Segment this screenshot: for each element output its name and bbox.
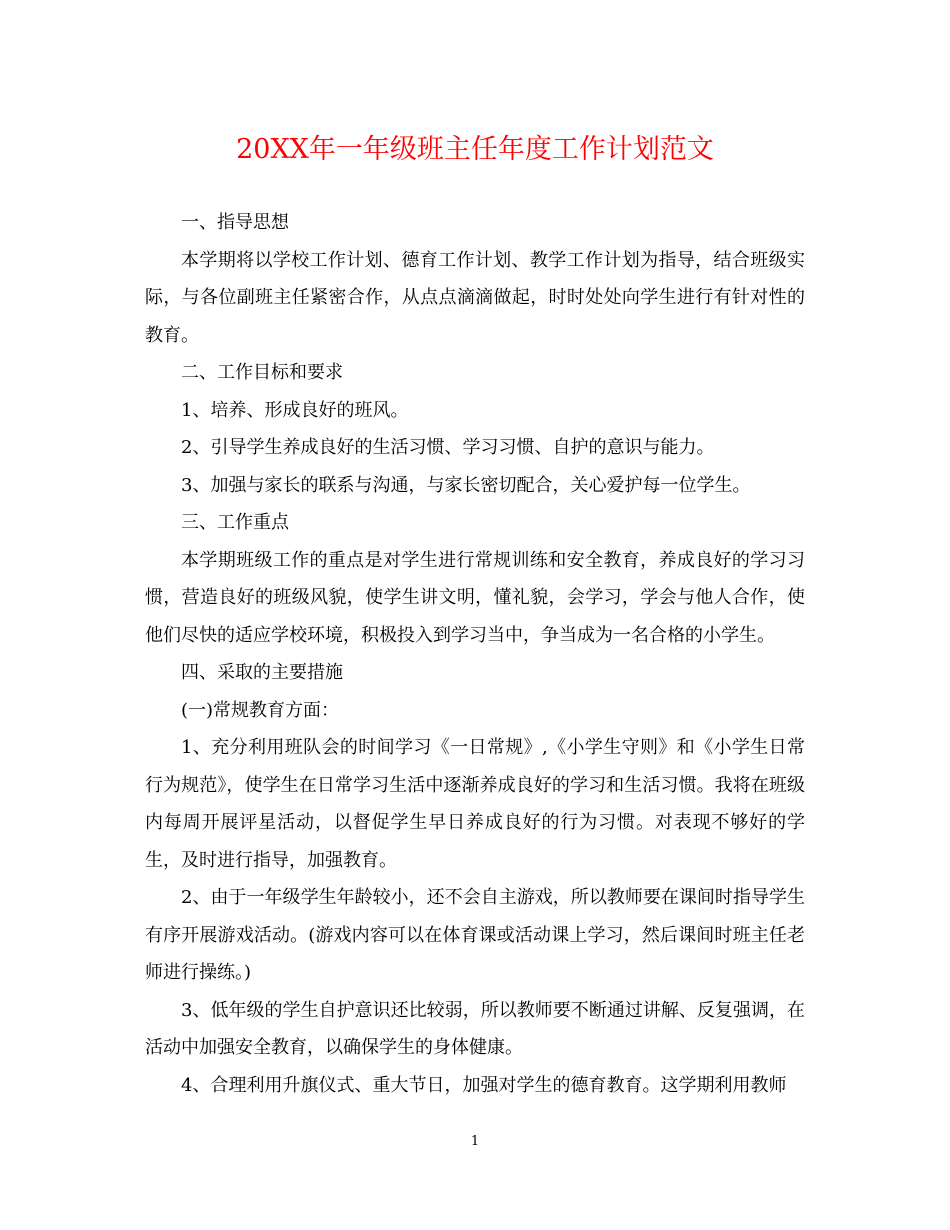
document-body bbox=[145, 204, 805, 1104]
measure-item-1: 1、充分利用班队会的时间学习《一日常规》,《小学生守则》和《小学生日常行为规范》，使学生在日常学习生活中逐渐养成良好的学习和生活习惯。我将在班级内每周开展评星活动，以督促学生早日养成良好的行为习惯。对表现不够好的学生，及时进行指导，加强教育。 bbox=[145, 737, 805, 871]
measure-item-3: 3、低年级的学生自护意识还比较弱，所以教师要不断通过讲解、反复强调，在活动中加强安全教育，以确保学生的身体健康。 bbox=[145, 999, 805, 1058]
measure-item-2: 2、由于一年级学生年龄较小，还不会自主游戏，所以教师要在课间时指导学生有序开展游戏活动。(游戏内容可以在体育课或活动课上学习，然后课间时班主任老师进行操练。) bbox=[145, 887, 805, 983]
page-number: 1 bbox=[470, 1134, 480, 1149]
goal-item-2: 2、引导学生养成良好的生活习惯、学习习惯、自护的意识与能力。 bbox=[181, 437, 715, 458]
section-heading-4: 四、采取的主要措施 bbox=[181, 662, 343, 683]
document-title: 20XX年一年级班主任年度工作计划范文 bbox=[236, 134, 714, 165]
subsection-heading-1: (一)常规教育方面： bbox=[181, 699, 340, 721]
section-heading-3: 三、工作重点 bbox=[181, 512, 289, 533]
goal-item-1: 1、培养、形成良好的班风。 bbox=[181, 399, 409, 421]
goal-item-3: 3、加强与家长的联系与沟通，与家长密切配合，关心爱护每一位学生。 bbox=[181, 474, 751, 496]
section-heading-2: 二、工作目标和要求 bbox=[181, 362, 343, 383]
section-heading-1: 一、指导思想 bbox=[181, 212, 289, 233]
measure-item-4: 4、合理利用升旗仪式、重大节日，加强对学生的德育教育。这学期利用教师 bbox=[181, 1074, 787, 1096]
paragraph-work-focus: 本学期班级工作的重点是对学生进行常规训练和安全教育，养成良好的学习习惯，营造良好的班级风貌，使学生讲文明，懂礼貌，会学习，学会与他人合作，使他们尽快的适应学校环境，积极投入到学习当中，争当成为一名合格的小学生。 bbox=[145, 549, 805, 646]
paragraph-guiding-idea: 本学期将以学校工作计划、德育工作计划、教学工作计划为指导，结合班级实际，与各位副班主任紧密合作，从点点滴滴做起，时时处处向学生进行有针对性的教育。 bbox=[145, 249, 805, 346]
